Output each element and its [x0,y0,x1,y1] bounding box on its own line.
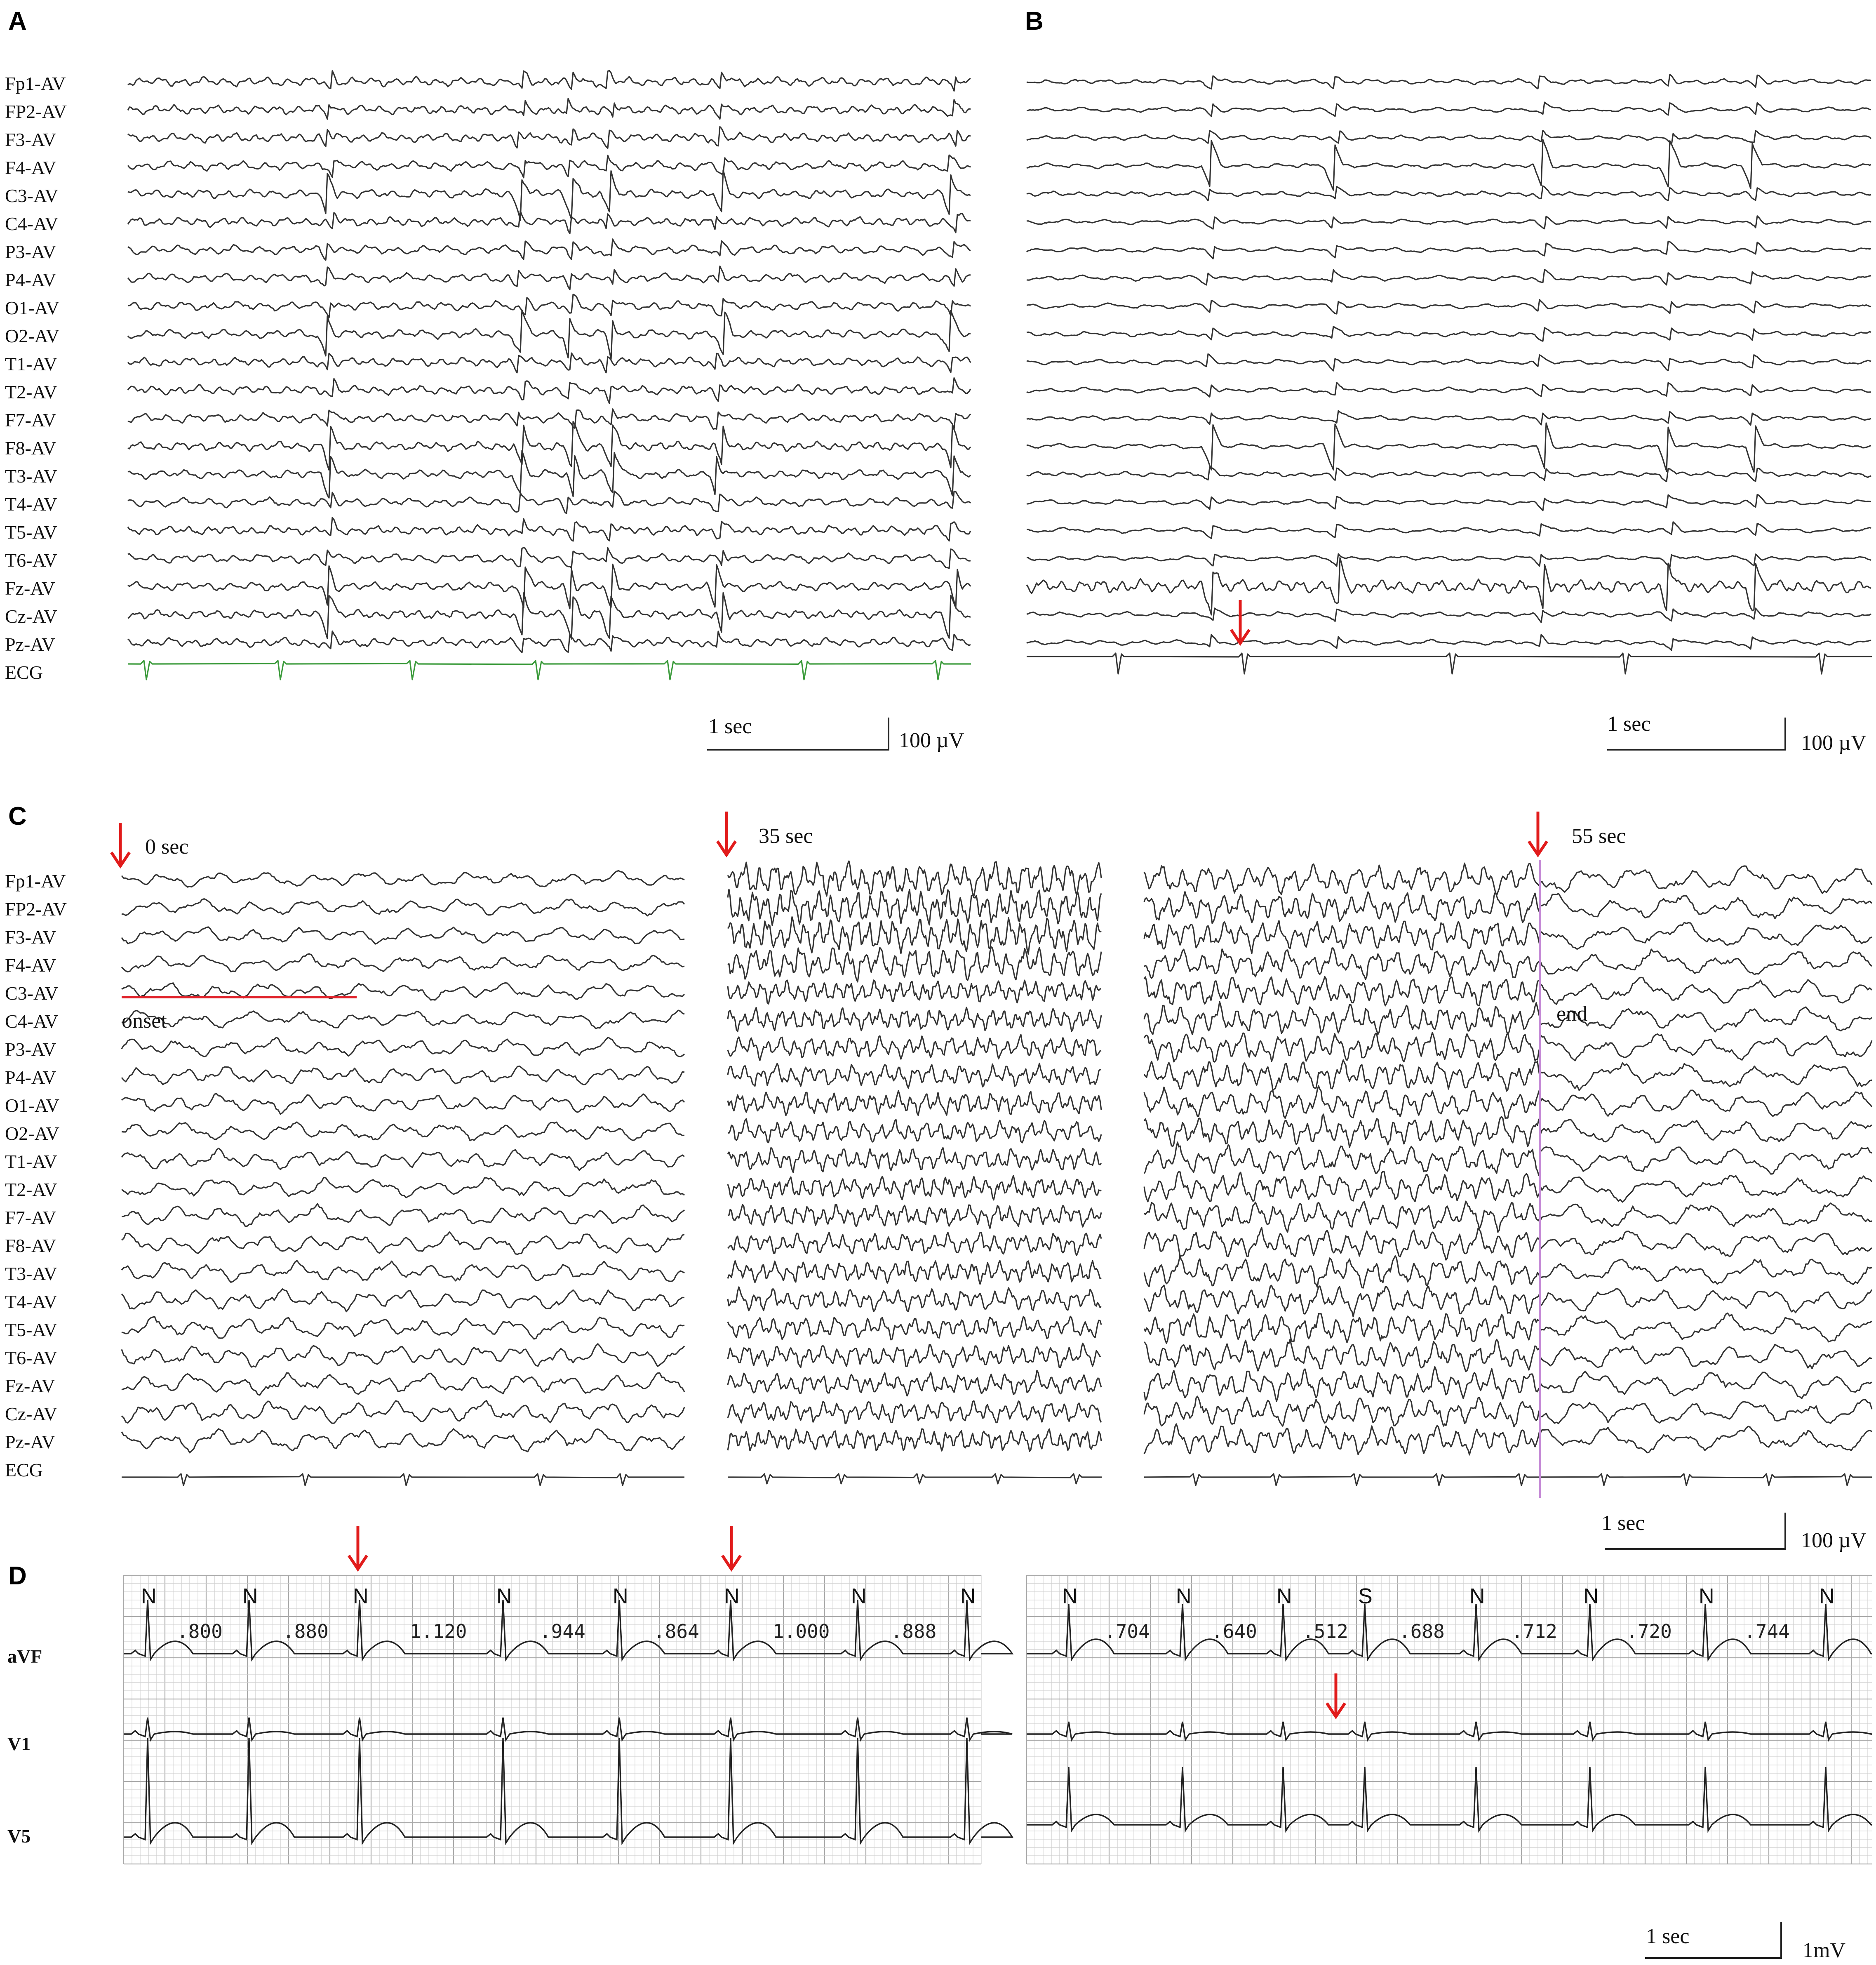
channel-label: C3-AV [5,983,59,1004]
eeg-trace-c-onset [122,1429,684,1453]
eeg-trace-b [1027,102,1871,116]
channel-label: T6-AV [5,550,57,571]
lead-label-avf: aVF [7,1646,42,1667]
eeg-trace-a [128,155,971,178]
beat-label: S [1358,1584,1373,1608]
panel-c-arrow-0s [111,823,129,866]
beat-label: N [1583,1584,1599,1608]
scale-time-label: 1 sec [708,715,752,738]
channel-label: F4-AV [5,157,56,178]
eeg-trace-c-55s-ictal [1144,1201,1540,1232]
beat-label: N [141,1584,157,1608]
ecg-v1-right [1027,1722,1872,1740]
channel-label: F4-AV [5,955,56,976]
time-label-55s: 55 sec [1572,824,1626,848]
panel-c-traces-onset [122,871,684,1486]
channel-label: T1-AV [5,1151,57,1172]
eeg-trace-c-55s-post [1540,1344,1872,1368]
time-label-35s: 35 sec [759,824,813,848]
eeg-trace-b [1027,300,1871,314]
eeg-trace-c-55s-post [1540,1372,1872,1399]
channel-label: O1-AV [5,1095,60,1116]
scale-time-label: 1 sec [1646,1925,1690,1948]
eeg-trace-c-35s [728,1316,1101,1340]
eeg-trace-c-55s-ictal [1144,1396,1540,1427]
panel-b-scale-bar [1607,712,1867,755]
panel-d-arrow-left-2 [722,1526,741,1569]
panel-a-label: A [8,7,27,35]
eeg-trace-c-55s-post [1540,1400,1872,1424]
eeg-trace-b [1027,241,1871,259]
eeg-trace-c-onset [122,1148,684,1170]
rr-interval: .880 [283,1620,329,1643]
scale-amp-label: 1mV [1803,1939,1845,1962]
rr-interval: .800 [177,1620,223,1643]
eeg-trace-c-onset [122,871,684,887]
eeg-trace-b [1027,140,1871,190]
eeg-trace-b [1027,216,1871,229]
eeg-trace-c-55s-ictal [1144,948,1540,979]
eeg-trace-b [1027,411,1871,425]
channel-label: T3-AV [5,466,57,487]
eeg-trace-c-onset [122,1038,684,1057]
ecg-v1-left [124,1718,1012,1740]
channel-label: F8-AV [5,1235,56,1256]
panel-c-traces-55s [1144,863,1872,1485]
eeg-trace-a [128,239,971,260]
eeg-trace-a [128,491,971,513]
eeg-trace-a [128,99,971,119]
eeg-trace-c-55s-post [1540,1259,1872,1285]
eeg-trace-a [128,548,971,568]
eeg-trace-c-onset [122,954,684,972]
channel-label: C3-AV [5,185,59,206]
channel-label: F7-AV [5,409,56,431]
eeg-trace-c-55s-post [1540,1034,1872,1061]
eeg-trace-c-onset [122,1094,684,1114]
rr-interval: .512 [1302,1620,1348,1643]
rr-interval: .640 [1211,1620,1257,1643]
channel-label: Fz-AV [5,578,55,599]
channel-label: Cz-AV [5,1403,57,1424]
eeg-trace-c-55s-post [1540,866,1872,893]
eeg-trace-c-55s-ictal [1144,1114,1540,1147]
panel-a-scale-bar [707,715,964,752]
end-label: end [1556,1002,1588,1026]
eeg-trace-c-55s-post [1540,1426,1872,1453]
beat-label: N [1699,1584,1714,1608]
eeg-trace-b [1027,383,1871,397]
rr-interval: 1.120 [410,1620,467,1643]
channel-label: F8-AV [5,438,56,459]
eeg-trace-c-55s-ictal [1144,1228,1540,1260]
channel-label: Pz-AV [5,634,55,655]
eeg-trace-c-55s-post [1540,894,1872,919]
eeg-trace-c-35s [728,1370,1101,1396]
eeg-trace-c-55s-ictal [1144,977,1540,1006]
scale-amp-label: 100 µV [899,729,964,752]
eeg-trace-a [128,378,971,403]
eeg-trace-c-35s [728,1148,1101,1172]
eeg-trace-c-55s-post [1540,977,1872,1004]
ecg-trace-c-onset [122,1474,684,1485]
panel-b-traces [1027,75,1872,674]
rr-interval: .704 [1104,1620,1150,1643]
channel-label: Cz-AV [5,606,57,627]
eeg-trace-a [128,127,971,148]
beat-label: N [1277,1584,1292,1608]
eeg-trace-c-onset [122,1177,684,1198]
eeg-trace-c-onset [122,1261,684,1283]
eeg-trace-b [1027,270,1871,285]
eeg-trace-c-55s-ictal [1144,863,1540,895]
panel-d-label: D [8,1562,27,1590]
eeg-trace-b [1027,608,1871,622]
eeg-trace-a [128,310,971,359]
channel-label: ECG [5,1459,43,1480]
eeg-trace-c-35s [728,1232,1101,1255]
panel-c-traces-35s [728,861,1102,1484]
eeg-trace-c-35s [728,1287,1101,1312]
channel-label: ECG [5,662,43,683]
eeg-trace-c-55s-ictal [1144,892,1540,923]
channel-label: P3-AV [5,1039,56,1060]
eeg-trace-a [128,266,971,290]
eeg-trace-c-55s-post [1540,1231,1872,1257]
eeg-trace-b [1027,635,1871,650]
eeg-trace-c-onset [122,1010,684,1028]
panel-d-scale-bar [1645,1922,1845,1962]
eeg-trace-c-55s-ictal [1144,1313,1540,1343]
panel-d-arrow-left-1 [349,1526,367,1569]
channel-label: P3-AV [5,241,56,262]
eeg-trace-c-35s [728,1261,1101,1284]
ecg-grid-left [124,1575,981,1864]
eeg-trace-c-35s [728,1035,1101,1060]
channel-label: T1-AV [5,353,57,374]
panel-c-arrow-55s [1529,812,1547,855]
rr-interval: .712 [1512,1620,1557,1643]
panel-c-channel-labels [5,871,67,1480]
eeg-trace-c-55s-ictal [1144,1339,1540,1372]
channel-label: Fp1-AV [5,871,66,892]
rr-interval: .944 [540,1620,585,1643]
eeg-trace-a [128,518,971,541]
channel-label: FP2-AV [5,899,67,920]
eeg-trace-c-55s-post [1540,1120,1872,1143]
eeg-trace-c-onset [122,1232,684,1254]
eeg-trace-c-onset [122,1373,684,1395]
eeg-trace-c-55s-ictal [1144,1060,1540,1091]
eeg-trace-c-35s [728,861,1101,896]
eeg-trace-c-onset [122,1317,684,1339]
eeg-trace-a [128,631,971,653]
beat-label: N [1176,1584,1192,1608]
eeg-trace-c-35s [728,947,1101,982]
eeg-trace-c-55s-post [1540,1147,1872,1174]
eeg-trace-c-55s-ictal [1144,1086,1540,1118]
eeg-trace-c-onset [122,1401,684,1424]
beat-label: N [851,1584,867,1608]
lead-label-v1: V1 [7,1733,31,1754]
panel-a-channel-labels [5,73,67,683]
eeg-trace-b [1027,554,1871,567]
ecg-v5-right [1027,1767,1872,1831]
eeg-trace-c-55s-post [1540,1176,1872,1202]
eeg-trace-c-35s [728,1205,1101,1228]
eeg-trace-c-55s-ictal [1144,1142,1540,1175]
eeg-trace-c-55s-post [1540,1313,1872,1342]
eeg-trace-c-35s [728,1176,1101,1200]
channel-label: C4-AV [5,213,59,234]
channel-label: F3-AV [5,129,56,150]
eeg-trace-c-55s-post [1540,1090,1872,1116]
eeg-trace-c-55s-post [1540,922,1872,949]
eeg-trace-c-35s [728,917,1101,954]
channel-label: P4-AV [5,269,56,290]
eeg-trace-c-onset [122,899,684,916]
eeg-trace-c-35s [728,890,1101,925]
eeg-trace-c-55s-ictal [1144,1424,1540,1455]
eeg-trace-c-35s [728,1429,1101,1451]
eeg-trace-b [1027,494,1871,511]
beat-label: N [960,1584,976,1608]
eeg-trace-b [1027,75,1871,89]
eeg-trace-c-35s [728,1401,1101,1424]
eeg-trace-a [128,170,971,220]
rr-interval: .720 [1626,1620,1672,1643]
panel-b-marker-arrow [1231,600,1249,643]
eeg-trace-c-55s-post [1540,1007,1872,1032]
channel-label: T6-AV [5,1347,57,1368]
eeg-trace-c-55s-post [1540,949,1872,974]
eeg-trace-a [128,451,971,498]
beat-label: N [724,1584,740,1608]
panel-d-arrow-right [1327,1673,1345,1717]
channel-label: P4-AV [5,1067,56,1088]
eeg-trace-a [128,564,971,609]
beat-label: N [242,1584,258,1608]
channel-label: Pz-AV [5,1431,55,1452]
eeg-trace-c-55s-ictal [1144,1002,1540,1035]
rr-interval: .744 [1744,1620,1790,1643]
eeg-trace-c-35s [728,1343,1101,1367]
channel-label: O1-AV [5,297,60,318]
eeg-trace-c-35s [728,980,1101,1004]
channel-label: T2-AV [5,381,57,402]
rr-interval: 1.000 [773,1620,830,1643]
eeg-trace-a [128,71,971,91]
channel-label: T4-AV [5,494,57,515]
scale-time-label: 1 sec [1607,712,1651,736]
ecg-annotations-right [1062,1584,1835,1643]
channel-label: T4-AV [5,1291,57,1312]
eeg-trace-c-onset [122,1204,684,1226]
eeg-trace-b [1027,354,1871,371]
eeg-trace-c-55s-ictal [1144,1256,1540,1288]
eeg-trace-b [1027,423,1871,472]
onset-label: onset [122,1009,167,1033]
ecg-trace-c-35s [728,1474,1102,1484]
eeg-trace-a [128,593,971,639]
channel-label: Fp1-AV [5,73,66,94]
eeg-trace-c-55s-post [1540,1289,1872,1313]
eeg-trace-c-55s-ictal [1144,1033,1540,1062]
eeg-trace-b [1027,522,1871,539]
eeg-trace-c-55s-ictal [1144,1285,1540,1317]
panel-b-label: B [1025,7,1044,35]
ecg-grid-right [1027,1575,1872,1864]
ecg-trace-c-55s [1144,1474,1872,1485]
eeg-trace-a [128,211,971,233]
eeg-trace-b [1027,327,1871,341]
channel-label: Fz-AV [5,1375,55,1396]
ecg-v5-left [124,1738,1012,1843]
eeg-trace-c-35s [728,1091,1101,1115]
eeg-trace-a [128,353,971,373]
eeg-trace-a [128,294,971,318]
beat-label: N [1062,1584,1078,1608]
eeg-trace-c-55s-post [1540,1203,1872,1227]
channel-label: T3-AV [5,1263,57,1284]
rr-interval: .688 [1399,1620,1445,1643]
beat-label: N [1819,1584,1835,1608]
ecg-trace-a [128,661,971,680]
eeg-trace-b [1027,131,1871,145]
channel-label: O2-AV [5,325,60,346]
eeg-trace-b [1027,467,1871,482]
eeg-trace-c-35s [728,1119,1101,1143]
panel-c-label: C [8,802,27,831]
eeg-trace-c-55s-post [1540,1063,1872,1090]
rr-interval: .864 [654,1620,699,1643]
channel-label: F7-AV [5,1207,56,1228]
channel-label: T5-AV [5,1319,57,1340]
eeg-trace-c-55s-ictal [1144,921,1540,953]
panel-a-traces [128,71,971,680]
panel-c-scale-bar [1601,1511,1867,1552]
eeg-trace-a [128,422,971,470]
channel-label: FP2-AV [5,101,67,122]
time-label-0s: 0 sec [145,835,189,859]
lead-label-v5: V5 [7,1826,31,1847]
eeg-trace-c-35s [728,1007,1101,1032]
eeg-trace-b [1027,186,1871,201]
eeg-trace-c-onset [122,1289,684,1312]
ecg-trace-b [1027,653,1872,674]
eeg-trace-c-onset [122,927,684,944]
channel-label: C4-AV [5,1011,59,1032]
beat-label: N [613,1584,628,1608]
eeg-trace-c-55s-ictal [1144,1367,1540,1402]
eeg-trace-c-onset [122,1122,684,1141]
eeg-trace-b [1027,558,1871,615]
scale-amp-label: 100 µV [1801,1529,1867,1552]
ecg-annotations-left [141,1584,976,1643]
eeg-trace-c-55s-ictal [1144,1172,1540,1202]
eeg-trace-c-35s [728,1063,1101,1088]
beat-label: N [496,1584,512,1608]
eeg-trace-a [128,409,971,429]
beat-label: N [353,1584,369,1608]
scale-amp-label: 100 µV [1801,731,1867,755]
eeg-trace-c-onset [122,1344,684,1367]
scale-time-label: 1 sec [1601,1511,1645,1535]
eeg-trace-c-onset [122,1066,684,1085]
channel-label: O2-AV [5,1123,60,1144]
panel-c-arrow-35s [717,812,736,855]
beat-label: N [1469,1584,1485,1608]
channel-label: T5-AV [5,522,57,543]
rr-interval: .888 [891,1620,937,1643]
channel-label: F3-AV [5,927,56,948]
channel-label: T2-AV [5,1179,57,1200]
